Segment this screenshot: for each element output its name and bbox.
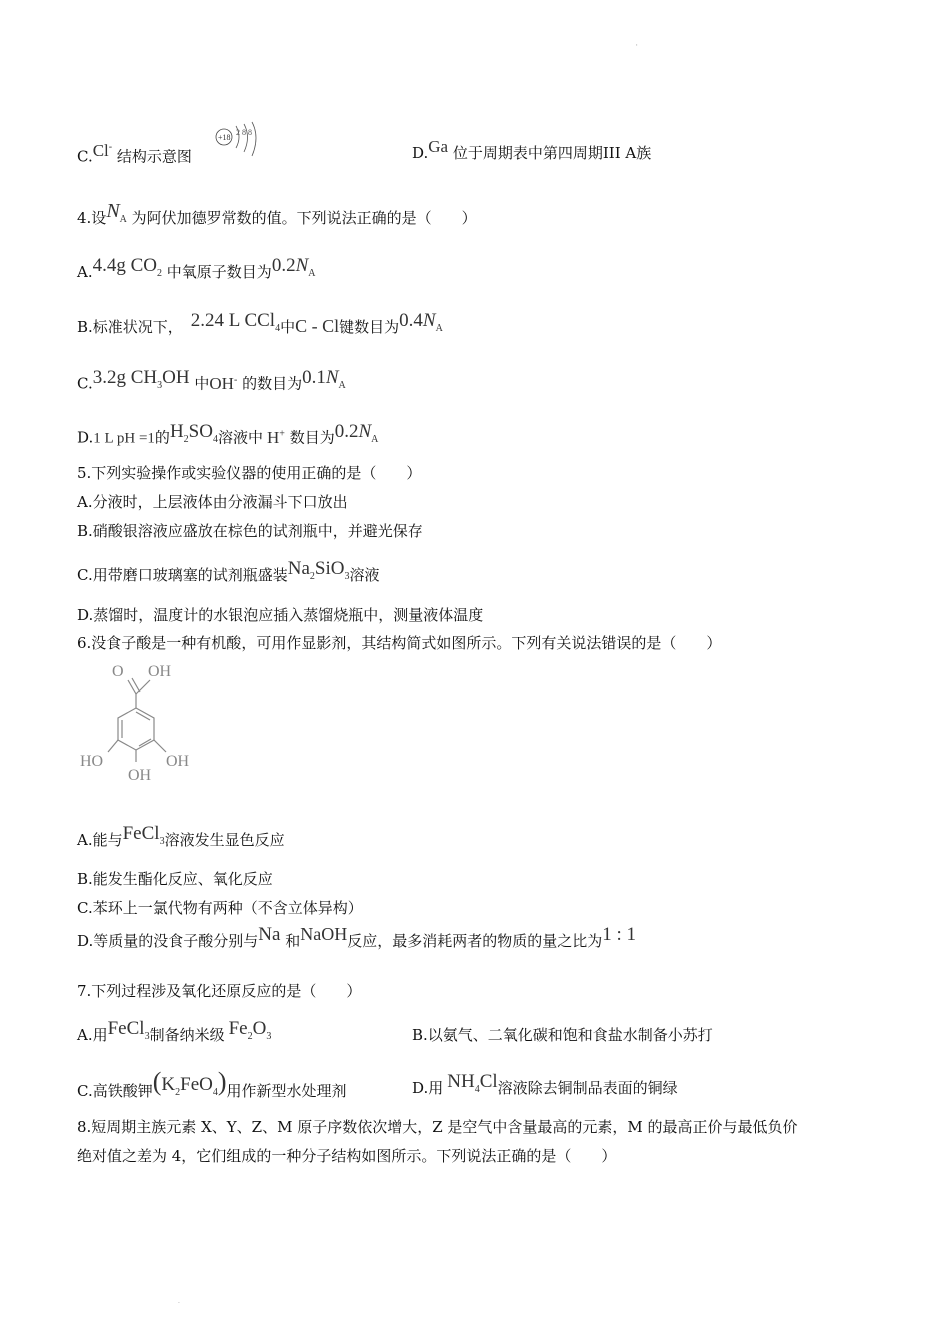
ratio-value: 1 : 1: [602, 924, 637, 945]
q8-stem-line1: 8.短周期主族元素 X、Y、Z、M 原子序数依次增大，Z 是空气中含量最高的元素，M 的最高正价与最低负价: [77, 1118, 798, 1136]
q7-option-a: A.用FeCl$_3$制备纳米级 $Fe_2O_3$: [77, 1018, 272, 1044]
q8-stem-line2: 绝对值之差为 4，它们组成的一种分子结构如图所示。下列说法正确的是（ ）: [77, 1147, 617, 1165]
margin-dot-bottom: ·: [178, 1300, 180, 1307]
q5-option-a: A.分液时，上层液体由分液漏斗下口放出: [77, 493, 348, 511]
margin-dot-top: ': [636, 44, 638, 51]
avogadro-symbol: $N_A$: [106, 200, 127, 225]
q5-option-b: B.硝酸银溶液应盛放在棕色的试剂瓶中，并避光保存: [77, 522, 423, 540]
q4-b-value: $0.4N_A$: [399, 310, 443, 334]
chloride-atom-diagram: [208, 120, 268, 160]
q7-ferric-chloride: FeCl$_3$: [107, 1018, 150, 1042]
sodium-silicate-formula: $Na_2SiO_3$: [287, 558, 350, 582]
q4-c-value: $0.1N_A$: [302, 366, 346, 391]
q4-c-formula: 3.2g $CH_3OH$: [92, 366, 190, 391]
q4-option-d: D.1 L pH =1的$H_2SO_4$溶液中 H+ 数目为$0.2N_A$: [77, 420, 379, 447]
q4-a-formula: 4.4g $CO_2$: [92, 255, 163, 279]
cl-bond: C - Cl: [295, 316, 340, 336]
q6-option-a: A.能与FeCl$_3$溶液发生显色反应: [77, 823, 285, 849]
q3-option-d: D.Ga 位于周期表中第四周期III A族: [412, 137, 652, 162]
q6-option-b: B.能发生酯化反应、氧化反应: [77, 870, 273, 888]
q4-stem: 4.设$N_A$ 为阿伏加德罗常数的值。下列说法正确的是（ ）: [77, 200, 477, 227]
q7-option-b: B.以氨气、二氧化碳和饱和食盐水制备小苏打: [412, 1026, 713, 1044]
electron-shells: 2 8 8: [236, 128, 252, 137]
q6-option-d: D.等质量的没食子酸分别与Na 和NaOH反应，最多消耗两者的物质的量之比为1 : 1: [77, 924, 637, 950]
ferric-oxide-formula: $Fe_2O_3$: [228, 1018, 272, 1042]
q6-option-c: C.苯环上一氯代物有两种（不含立体异构）: [77, 899, 363, 917]
gallic-acid-structure: [78, 656, 208, 786]
q7-stem: 7.下列过程涉及氧化还原反应的是（ ）: [77, 982, 362, 1000]
ammonium-chloride-formula: $NH_4Cl$: [447, 1071, 498, 1095]
q5-stem: 5.下列实验操作或实验仪器的使用正确的是（ ）: [77, 464, 422, 482]
chloride-formula: Cl-: [92, 140, 113, 160]
gallium-symbol: Ga: [428, 137, 449, 156]
q7-option-c: C.高铁酸钾$(K_2FeO_4)$用作新型水处理剂: [77, 1067, 347, 1100]
hydroxide-ion: OH-: [209, 373, 238, 393]
hydrogen-ion: H+: [266, 427, 285, 447]
ph-condition: 1 L pH =1: [93, 430, 155, 447]
potassium-ferrate-formula: $(K_2FeO_4)$: [152, 1067, 227, 1098]
ferric-chloride-formula: FeCl$_3$: [122, 823, 165, 847]
sodium-symbol: Na: [258, 924, 281, 945]
q4-d-value: $0.2N_A$: [334, 420, 379, 445]
oh-right-label: OH: [166, 753, 190, 770]
q4-option-b: B.标准状况下， 2.24 L CCl$_4$中C - Cl键数目为$0.4N_A$: [77, 310, 443, 336]
acid-oh-label: OH: [148, 663, 172, 680]
q5-option-c: C.用带磨口玻璃塞的试剂瓶盛装$Na_2SiO_3$溶液: [77, 558, 380, 584]
sulfuric-acid-formula: $H_2SO_4$: [169, 420, 218, 445]
q4-option-c: C.3.2g $CH_3OH$ 中OH- 的数目为$0.1N_A$: [77, 366, 346, 393]
q4-b-formula: 2.24 L CCl$_4$: [190, 310, 281, 334]
carbonyl-o-label: O: [112, 663, 124, 680]
sodium-hydroxide-formula: NaOH: [300, 924, 348, 944]
oh-bottom-label: OH: [128, 767, 152, 784]
q5-option-d: D.蒸馏时，温度计的水银泡应插入蒸馏烧瓶中，测量液体温度: [77, 606, 484, 624]
nucleus-charge: +18: [218, 133, 231, 142]
q6-stem: 6.没食子酸是一种有机酸，可用作显影剂，其结构简式如图所示。下列有关说法错误的是（ ）: [77, 634, 722, 652]
q3-option-c: C.Cl- 结构示意图: [77, 140, 192, 166]
ho-left-label: HO: [80, 753, 104, 770]
q4-a-value: $0.2N_A$: [271, 255, 316, 279]
q4-option-a: A.4.4g $CO_2$ 中氧原子数目为$0.2N_A$: [77, 255, 316, 281]
q7-option-d: D.用 $NH_4Cl$溶液除去铜制品表面的铜绿: [412, 1071, 678, 1097]
